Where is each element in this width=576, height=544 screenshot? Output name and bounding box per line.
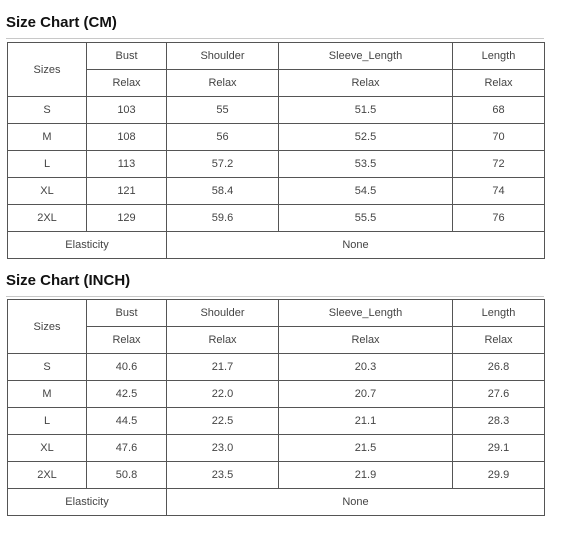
value-cell: 68 — [453, 97, 545, 124]
value-cell: 20.3 — [279, 354, 453, 381]
column-header-bust: Bust — [87, 300, 167, 327]
value-cell: 54.5 — [279, 178, 453, 205]
value-cell: 56 — [167, 124, 279, 151]
size-chart-cm-table — [7, 42, 545, 259]
column-header-shoulder: Shoulder — [167, 300, 279, 327]
table-row — [8, 97, 545, 124]
size-cell: M — [8, 381, 87, 408]
value-cell: 27.6 — [453, 381, 545, 408]
sizes-header: Sizes — [8, 43, 87, 97]
elasticity-value: None — [167, 489, 545, 516]
size-cell: XL — [8, 435, 87, 462]
elasticity-label: Elasticity — [8, 489, 167, 516]
fit-row — [8, 70, 545, 97]
value-cell: 129 — [87, 205, 167, 232]
value-cell: 113 — [87, 151, 167, 178]
fit-cell: Relax — [279, 70, 453, 97]
value-cell: 22.5 — [167, 408, 279, 435]
value-cell: 22.0 — [167, 381, 279, 408]
table-row — [8, 408, 545, 435]
elasticity-label: Elasticity — [8, 232, 167, 259]
value-cell: 47.6 — [87, 435, 167, 462]
value-cell: 26.8 — [453, 354, 545, 381]
value-cell: 57.2 — [167, 151, 279, 178]
fit-cell: Relax — [453, 327, 545, 354]
table-row — [8, 435, 545, 462]
table-row — [8, 151, 545, 178]
value-cell: 55.5 — [279, 205, 453, 232]
size-chart-inch-table — [7, 299, 545, 516]
table-row — [8, 462, 545, 489]
size-cell: S — [8, 97, 87, 124]
value-cell: 20.7 — [279, 381, 453, 408]
fit-cell: Relax — [279, 327, 453, 354]
value-cell: 55 — [167, 97, 279, 124]
table-row — [8, 178, 545, 205]
value-cell: 29.9 — [453, 462, 545, 489]
value-cell: 58.4 — [167, 178, 279, 205]
column-header-sleeve-length: Sleeve_Length — [279, 43, 453, 70]
value-cell: 70 — [453, 124, 545, 151]
table-header-row — [8, 300, 545, 327]
elasticity-row — [8, 489, 545, 516]
value-cell: 50.8 — [87, 462, 167, 489]
value-cell: 59.6 — [167, 205, 279, 232]
fit-cell: Relax — [453, 70, 545, 97]
size-cell: 2XL — [8, 462, 87, 489]
sizes-header: Sizes — [8, 300, 87, 354]
title-divider — [6, 38, 544, 39]
column-header-bust: Bust — [87, 43, 167, 70]
value-cell: 44.5 — [87, 408, 167, 435]
value-cell: 29.1 — [453, 435, 545, 462]
fit-cell: Relax — [167, 327, 279, 354]
size-cell: XL — [8, 178, 87, 205]
value-cell: 21.9 — [279, 462, 453, 489]
value-cell: 72 — [453, 151, 545, 178]
table-row — [8, 205, 545, 232]
value-cell: 51.5 — [279, 97, 453, 124]
title-divider — [6, 296, 544, 297]
size-chart-cm-title: Size Chart (CM) — [6, 14, 117, 31]
size-cell: M — [8, 124, 87, 151]
value-cell: 21.7 — [167, 354, 279, 381]
elasticity-value: None — [167, 232, 545, 259]
size-cell: L — [8, 151, 87, 178]
value-cell: 23.0 — [167, 435, 279, 462]
size-cell: S — [8, 354, 87, 381]
value-cell: 76 — [453, 205, 545, 232]
value-cell: 23.5 — [167, 462, 279, 489]
value-cell: 42.5 — [87, 381, 167, 408]
column-header-length: Length — [453, 43, 545, 70]
column-header-shoulder: Shoulder — [167, 43, 279, 70]
value-cell: 74 — [453, 178, 545, 205]
column-header-sleeve-length: Sleeve_Length — [279, 300, 453, 327]
table-row — [8, 381, 545, 408]
elasticity-row — [8, 232, 545, 259]
value-cell: 103 — [87, 97, 167, 124]
table-row — [8, 354, 545, 381]
value-cell: 28.3 — [453, 408, 545, 435]
value-cell: 53.5 — [279, 151, 453, 178]
value-cell: 52.5 — [279, 124, 453, 151]
column-header-length: Length — [453, 300, 545, 327]
value-cell: 121 — [87, 178, 167, 205]
table-row — [8, 124, 545, 151]
value-cell: 21.1 — [279, 408, 453, 435]
fit-cell: Relax — [87, 327, 167, 354]
fit-row — [8, 327, 545, 354]
value-cell: 21.5 — [279, 435, 453, 462]
value-cell: 40.6 — [87, 354, 167, 381]
size-chart-inch-title: Size Chart (INCH) — [6, 272, 131, 289]
size-cell: L — [8, 408, 87, 435]
value-cell: 108 — [87, 124, 167, 151]
size-cell: 2XL — [8, 205, 87, 232]
fit-cell: Relax — [87, 70, 167, 97]
table-header-row — [8, 43, 545, 70]
fit-cell: Relax — [167, 70, 279, 97]
